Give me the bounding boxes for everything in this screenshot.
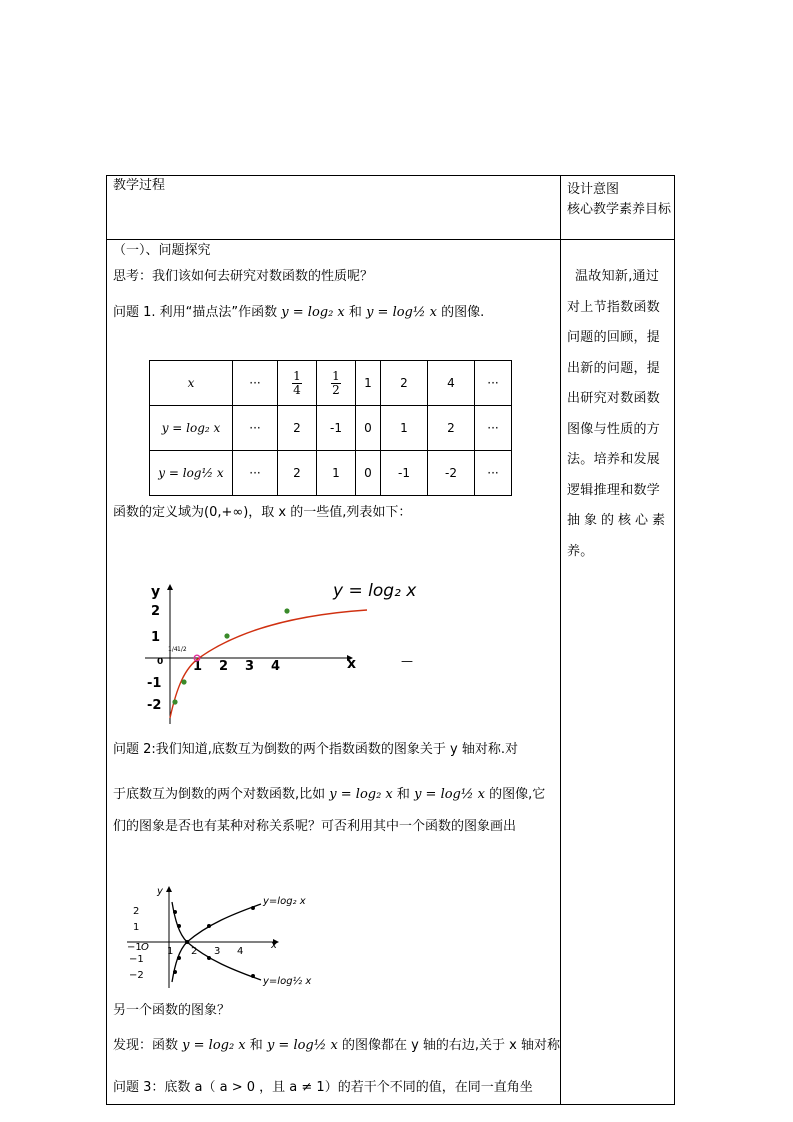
graph2-point [251, 974, 255, 978]
graph1-tick-x4: 4 [271, 659, 281, 674]
table-row-log2 [150, 406, 512, 451]
graph1-tick-x2: 2 [219, 659, 229, 674]
q1-formula-log2: y = log₂ x [281, 305, 345, 320]
q1-suffix: 的图像. [441, 305, 485, 320]
header-teaching-process: 教学过程 [113, 178, 166, 193]
q2-line2-c: 的图像,它 [489, 787, 546, 802]
table-cell: ··· [233, 361, 278, 406]
discovery-c: 的图像都在 y 轴的右边,关于 x 轴对称 [341, 1038, 561, 1053]
row-label-x: x [150, 361, 233, 406]
q1-formula-loghalf: y = log½ x [366, 305, 437, 320]
graph2-point [177, 924, 181, 928]
table-cell: 0 [356, 406, 381, 451]
graph2-point [173, 970, 177, 974]
table-row-loghalf [150, 451, 512, 496]
graph1-point [172, 699, 177, 704]
question-2-line2 [113, 787, 545, 804]
header-design-intent-title: 设计意图 [567, 182, 620, 197]
row-label-log2: y = log₂ x [150, 406, 233, 451]
side-line: 抽象的核心素 [567, 513, 670, 528]
graph2-label-log2: y=log₂ x [263, 896, 306, 907]
graph2-point [207, 956, 211, 960]
table-cell-quarter [278, 361, 317, 406]
q2-formula-loghalf: y = log½ x [414, 787, 485, 802]
table-cell: -2 [428, 451, 475, 496]
graph1-point [284, 608, 289, 613]
table-cell: 2 [278, 451, 317, 496]
graph2-tick-ym1: −1 [129, 954, 144, 965]
graph2-tick-ym2: −2 [129, 970, 144, 981]
graph1-origin: 0 [157, 657, 164, 667]
graph1-curve-label: y = log₂ x [333, 581, 417, 601]
graph1-tick-y2: 2 [151, 604, 161, 619]
q2-line2-a: 于底数互为倒数的两个对数函数,比如 [113, 787, 326, 802]
section-title: （一）、问题探究 [113, 243, 211, 258]
graph1-point [224, 633, 229, 638]
graph2-tick-x3: 3 [214, 946, 221, 957]
table-cell: 1 [356, 361, 381, 406]
question-1 [113, 305, 484, 322]
graph2-tick-x1: 1 [167, 946, 174, 957]
graph1-y-label: y [151, 584, 161, 600]
graph2-tick-xm1: −1 [127, 942, 142, 953]
think-question: 思考：我们该如何去研究对数函数的性质呢？ [113, 269, 374, 284]
question-2-line1: 问题 2:我们知道,底数互为倒数的两个指数函数的图象关于 y 轴对称.对 [113, 742, 519, 757]
domain-text: 函数的定义域为(0,+∞)，取 x 的一些值,列表如下： [113, 505, 412, 520]
graph-symmetric [123, 884, 333, 996]
graph1-tick-ym2: -2 [147, 698, 162, 713]
graph2-point [185, 940, 189, 944]
side-line: 对上节指数函数 [567, 299, 661, 315]
fraction-half: $\frac{1}{2}$ [332, 368, 340, 397]
table-cell: ··· [233, 451, 278, 496]
graph1-tick-half: 1/2 [177, 646, 187, 653]
graph1-x-label: x [347, 656, 357, 672]
graph2-point [251, 906, 255, 910]
values-table [149, 360, 512, 496]
graph2-point [177, 956, 181, 960]
graph2-label-loghalf: y=log½ x [263, 976, 312, 987]
y-axis-arrow [166, 886, 172, 892]
graph2-tick-y2: 2 [133, 906, 140, 917]
discovery [113, 1038, 560, 1055]
table-cell: 2 [428, 406, 475, 451]
table-row-x [150, 361, 512, 406]
y-axis-arrow [167, 584, 173, 590]
question-2-end: 另一个函数的图象？ [113, 1003, 231, 1018]
table-cell: 2 [278, 406, 317, 451]
graph2-tick-x2: 2 [191, 946, 198, 957]
graph2-x-label: x [271, 940, 277, 951]
q2-and: 和 [396, 787, 410, 802]
table-cell: ··· [475, 451, 512, 496]
side-line: 出新的问题，提 [567, 360, 661, 376]
q2-formula-log2: y = log₂ x [329, 787, 393, 802]
table-cell: -1 [317, 406, 356, 451]
side-line: 出研究对数函数 [567, 391, 661, 406]
graph2-origin: O [141, 942, 149, 953]
design-intent-text [567, 262, 671, 567]
discovery-formula-log2: y = log₂ x [182, 1038, 246, 1053]
side-line: 法。培养和发展 [567, 452, 661, 467]
side-line: 逻辑推理和数学 [567, 482, 661, 498]
side-line: 问题的回顾，提 [567, 330, 661, 345]
graph1-point [181, 679, 186, 684]
table-cell: -1 [381, 451, 428, 496]
table-cell: ··· [475, 406, 512, 451]
lesson-table [106, 175, 675, 1105]
column-divider [560, 176, 561, 1104]
table-cell: 1 [317, 451, 356, 496]
discovery-a: 发现：函数 [113, 1038, 179, 1053]
graph2-tick-y1: 1 [133, 922, 140, 933]
graph1-dash: — [401, 654, 413, 668]
table-cell: 1 [381, 406, 428, 451]
graph1-tick-x1: 1 [193, 659, 203, 674]
fraction-quarter: $\frac{1}{4}$ [293, 368, 301, 397]
discovery-formula-loghalf: y = log½ x [266, 1038, 338, 1053]
header-core-literacy: 核心教学素养目标 [567, 202, 672, 217]
graph1-tick-x3: 3 [245, 659, 255, 674]
side-line: 养。 [567, 543, 594, 559]
side-line: 图像与性质的方 [567, 421, 661, 437]
table-cell-half [317, 361, 356, 406]
header-divider [107, 239, 674, 240]
graph-log2 [137, 576, 427, 726]
table-cell: ··· [233, 406, 278, 451]
question-2-line3: 们的图象是否也有某种对称关系呢？可否利用其中一个函数的图象画出 [113, 819, 517, 834]
table-cell: 4 [428, 361, 475, 406]
graph1-tick-y1: 1 [151, 630, 161, 645]
graph2-y-label: y [157, 886, 163, 897]
discovery-and: 和 [249, 1038, 263, 1053]
graph2-point [207, 924, 211, 928]
graph1-tick-ym1: -1 [147, 676, 162, 691]
graph2-point [173, 910, 177, 914]
table-cell: 2 [381, 361, 428, 406]
header-design-intent [567, 180, 671, 220]
table-cell: ··· [475, 361, 512, 406]
graph2-tick-x4: 4 [237, 946, 244, 957]
row-label-loghalf: y = log½ x [150, 451, 233, 496]
graph1-tick-quarter: 1/4 [168, 646, 178, 653]
side-line: 温故知新,通过 [575, 269, 660, 284]
question-3: 问题 3：底数 a（ a > 0 ，且 a ≠ 1）的若干个不同的值，在同一直角坐 [113, 1080, 533, 1095]
q1-prefix: 问题 1. 利用“描点法”作函数 [113, 305, 278, 320]
q1-and: 和 [348, 305, 362, 320]
table-cell: 0 [356, 451, 381, 496]
